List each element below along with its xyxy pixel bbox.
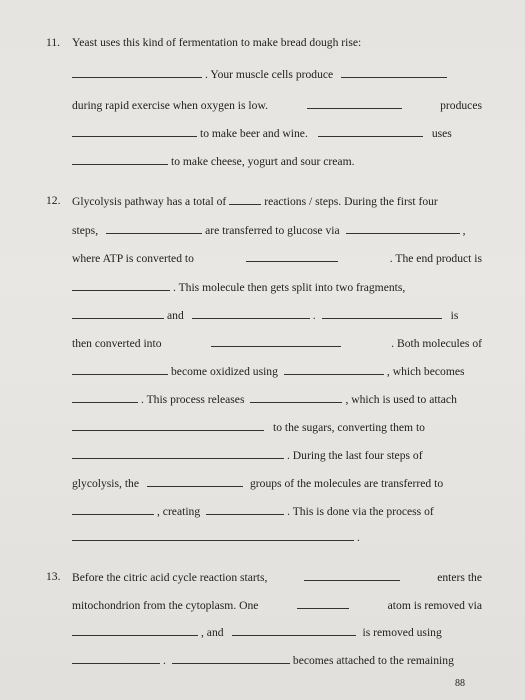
fill-blank[interactable] (72, 390, 138, 403)
q12-text: . This molecule then gets split into two fragments, (173, 281, 406, 294)
fill-blank[interactable] (346, 221, 460, 234)
q11-text: uses (431, 127, 452, 140)
fill-blank[interactable] (307, 96, 402, 109)
fill-blank[interactable] (246, 249, 338, 262)
q11-text: produces (440, 99, 482, 112)
q11-line-1 (46, 34, 482, 52)
q12-text: . During the last four steps of (287, 449, 423, 462)
q12-text: glycolysis, the (72, 477, 139, 490)
fill-blank[interactable] (229, 192, 261, 205)
q13-text: is removed using (362, 626, 442, 639)
fill-blank[interactable] (211, 334, 341, 347)
q13-line-1 (46, 568, 482, 586)
fill-blank[interactable] (250, 390, 342, 403)
q12-line-6 (72, 334, 482, 352)
fill-blank[interactable] (318, 124, 423, 137)
fill-blank[interactable] (172, 651, 290, 664)
q12-text: . (357, 531, 360, 544)
fill-blank[interactable] (72, 446, 284, 459)
q12-line-10 (72, 446, 482, 464)
q12-text: , (462, 224, 466, 237)
fill-blank[interactable] (72, 651, 160, 664)
fill-blank[interactable] (232, 623, 356, 636)
q12-line-3 (72, 249, 482, 267)
fill-blank[interactable] (72, 306, 164, 319)
fill-blank[interactable] (192, 306, 310, 319)
q13-text: becomes attached to the remaining (292, 654, 454, 667)
q11-line-2 (72, 65, 482, 83)
q12-line-13 (72, 528, 482, 546)
q12-text: . This process releases (141, 393, 245, 406)
q12-text: , which is used to attach (345, 393, 457, 406)
fill-blank[interactable] (297, 596, 349, 609)
q11-text: . Your muscle cells produce (205, 68, 334, 81)
q12-text: Glycolysis pathway has a total of (72, 195, 227, 208)
q12-line-7 (72, 362, 482, 380)
q13-text: , and (201, 626, 224, 639)
q11-line-4 (72, 124, 482, 142)
q13-text: . (163, 654, 166, 667)
q12-text: to the sugars, converting them to (273, 421, 425, 434)
fill-blank[interactable] (284, 362, 384, 375)
q12-line-4 (72, 278, 482, 296)
q11-number: 11. (46, 36, 61, 49)
q12-number: 12. (46, 194, 61, 207)
q12-text: . The end product is (389, 252, 482, 265)
q13-text: atom is removed via (387, 599, 482, 612)
fill-blank[interactable] (72, 278, 170, 291)
fill-blank[interactable] (72, 623, 198, 636)
q12-line-8 (72, 390, 482, 408)
q12-text: steps, (72, 224, 99, 237)
q12-line-5 (72, 306, 482, 324)
fill-blank[interactable] (72, 418, 264, 431)
q12-line-11 (72, 474, 482, 492)
q13-text: mitochondrion from the cytoplasm. One (72, 599, 259, 612)
q13-line-4 (72, 651, 482, 669)
q12-text: . This is done via the process of (287, 505, 434, 518)
q13-line-2 (72, 596, 482, 614)
q13-text: Before the citric acid cycle reaction starts, (72, 571, 268, 584)
fill-blank[interactable] (304, 568, 400, 581)
q12-text: . (312, 309, 316, 322)
fill-blank[interactable] (72, 65, 202, 78)
q12-line-1 (46, 192, 482, 210)
fill-blank[interactable] (106, 221, 202, 234)
q13-text: enters the (437, 571, 482, 584)
fill-blank[interactable] (72, 528, 354, 541)
fill-blank[interactable] (322, 306, 442, 319)
q12-text: where ATP is converted to (72, 252, 194, 265)
q13-number: 13. (46, 570, 61, 583)
q12-text: is (450, 309, 459, 322)
q11-text: during rapid exercise when oxygen is low. (72, 99, 268, 112)
q11-text: to make cheese, yogurt and sour cream. (171, 155, 355, 168)
fill-blank[interactable] (341, 65, 447, 78)
q12-line-9 (72, 418, 482, 436)
q12-text: . Both molecules of (391, 337, 482, 350)
q12-line-2 (72, 221, 482, 239)
q12-text: then converted into (72, 337, 162, 350)
q12-text: groups of the molecules are transferred to (249, 477, 444, 490)
q13-line-3 (72, 623, 482, 641)
fill-blank[interactable] (72, 152, 168, 165)
q11-line-3 (72, 96, 482, 114)
q12-text: , which becomes (386, 365, 465, 378)
q11-line-5 (72, 152, 482, 170)
fill-blank[interactable] (72, 502, 154, 515)
q12-text: and (167, 309, 184, 322)
q11-text: Yeast uses this kind of fermentation to make bread dough rise: (72, 36, 362, 49)
q12-line-12 (72, 502, 482, 520)
q12-text: are transferred to glucose via (205, 224, 340, 237)
q12-text: reactions / steps. During the first four (264, 195, 438, 208)
fill-blank[interactable] (206, 502, 284, 515)
q12-text: become oxidized using (171, 365, 278, 378)
q11-text: to make beer and wine. (200, 127, 308, 140)
fill-blank[interactable] (72, 362, 168, 375)
q12-text: , creating (157, 505, 201, 518)
fill-blank[interactable] (147, 474, 243, 487)
page-number: 88 (455, 678, 465, 689)
fill-blank[interactable] (72, 124, 197, 137)
